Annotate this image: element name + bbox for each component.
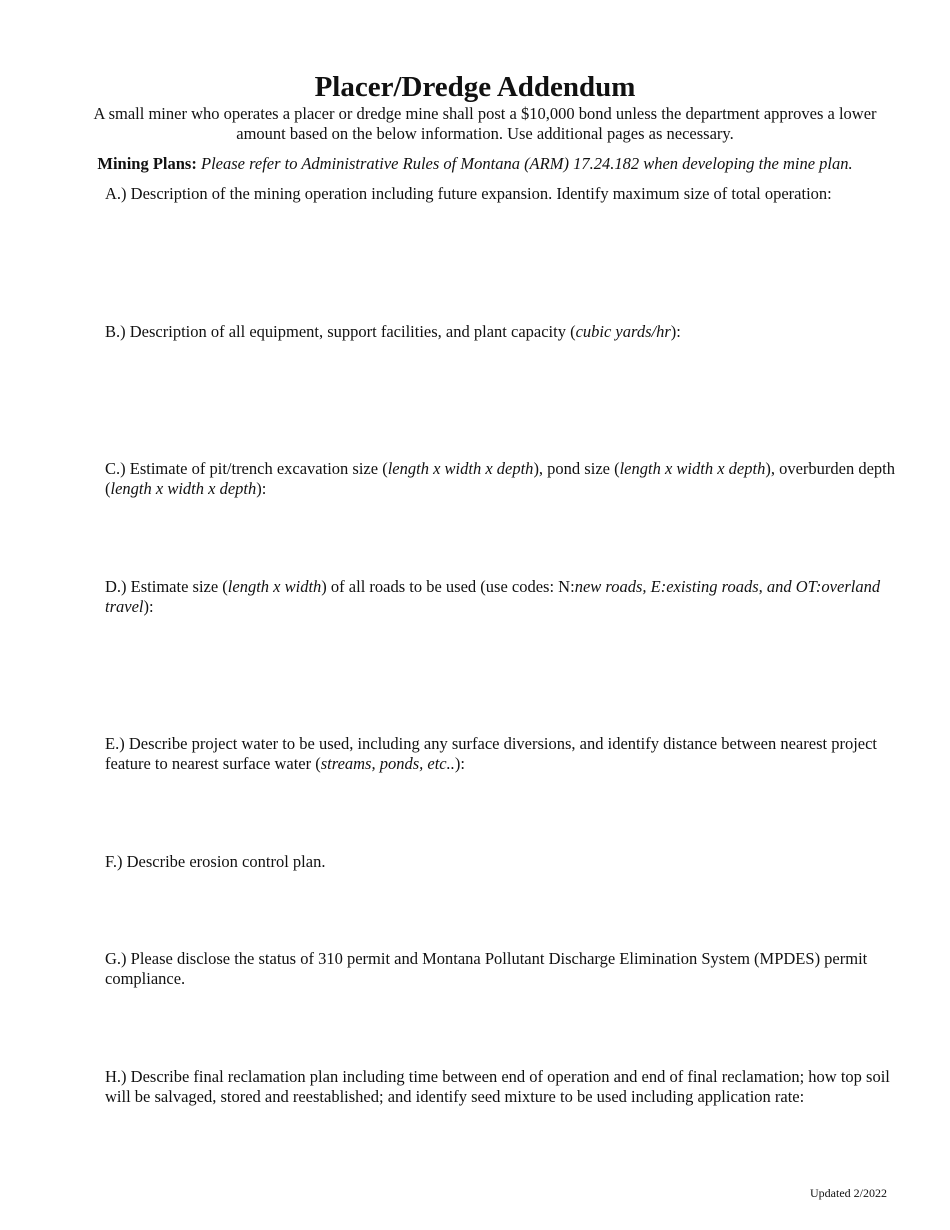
question-a: A.) Description of the mining operation including future expansion. Identify maximum size of total operation:: [105, 184, 832, 203]
question-h: H.) Describe final reclamation plan including time between end of operation and end of final reclamation; how top soil will be salvaged, stored and reestablished; and identify seed mixture to be used including application rate:: [105, 1067, 890, 1106]
question-c: C.) Estimate of pit/trench excavation size (length x width x depth), pond size (length x width x depth), overburden depth (length x width x depth):: [105, 459, 895, 498]
page-title: Placer/Dredge Addendum: [314, 71, 636, 103]
mining-plans-label: Mining Plans:: [97, 154, 197, 173]
question-d: D.) Estimate size (length x width) of all roads to be used (use codes: N:new roads, E:existing roads, and OT:overland travel):: [105, 577, 881, 616]
footer-updated-date: Updated 2/2022: [810, 1186, 887, 1200]
question-g: G.) Please disclose the status of 310 permit and Montana Pollutant Discharge Elimination System (MPDES) permit compliance.: [105, 949, 868, 988]
question-b: B.) Description of all equipment, support facilities, and plant capacity (cubic yards/hr):: [105, 322, 681, 341]
question-f: F.) Describe erosion control plan.: [105, 852, 326, 871]
mining-plans-note: Please refer to Administrative Rules of Montana (ARM) 17.24.182 when developing the mine plan.: [200, 154, 853, 173]
question-e: E.) Describe project water to be used, including any surface diversions, and identify distance between nearest project feature to nearest surface water (streams, ponds, etc..):: [105, 734, 878, 773]
mining-plans-line: [0, 154, 950, 174]
intro-paragraph: A small miner who operates a placer or dredge mine shall post a $10,000 bond unless the department approves a lower amount based on the below information. Use additional pages as necessary.: [93, 104, 877, 143]
